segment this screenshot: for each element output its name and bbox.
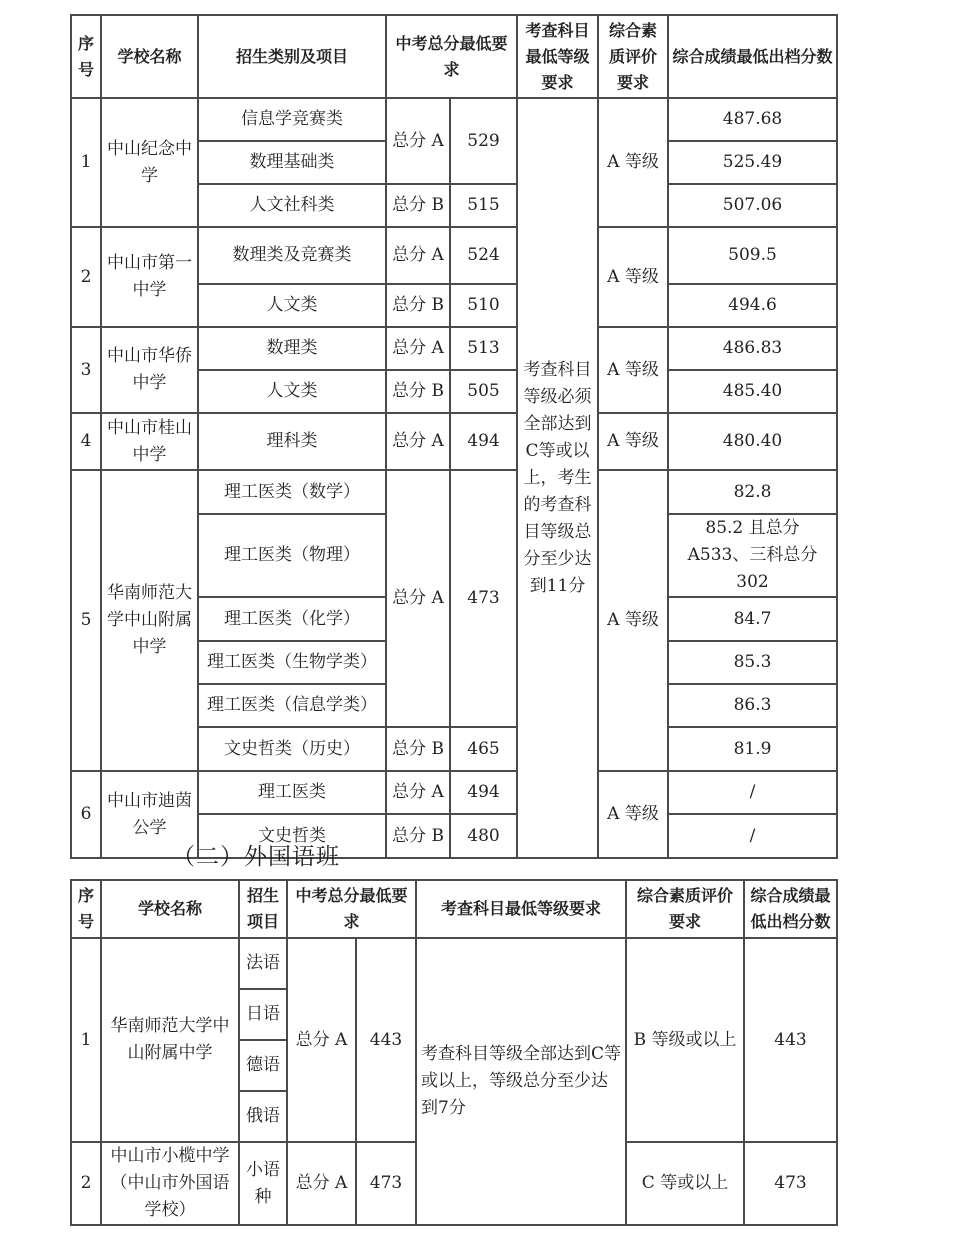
seq-cell: 5 — [71, 470, 101, 771]
category-cell: 理工医类（数学） — [198, 470, 386, 514]
quality-requirement-cell: A 等级 — [598, 470, 668, 771]
category-cell: 人文类 — [198, 370, 386, 413]
subject-requirement-cell: 考查科目等级全部达到C等或以上，等级总分至少达到7分 — [416, 938, 626, 1225]
min-score-cell: 494.6 — [668, 284, 837, 327]
header-category: 招生类别及项目 — [198, 15, 386, 98]
score-value-cell: 515 — [450, 184, 517, 227]
school-name-cell: 中山市桂山中学 — [101, 413, 198, 470]
seq-cell: 2 — [71, 227, 101, 327]
score-type-cell: 总分 A — [386, 227, 450, 284]
header-subject-requirement: 考查科目最低等级要求 — [517, 15, 598, 98]
seq-cell: 4 — [71, 413, 101, 470]
min-score-cell: 86.3 — [668, 684, 837, 727]
category-cell: 人文类 — [198, 284, 386, 327]
score-type-cell: 总分 B — [386, 184, 450, 227]
score-value-cell: 524 — [450, 227, 517, 284]
header-min-score: 综合成绩最低出档分数 — [668, 15, 837, 98]
score-value-cell: 443 — [356, 938, 416, 1142]
school-name-cell: 中山市迪茵公学 — [101, 771, 198, 858]
table-row — [71, 227, 837, 284]
category-cell: 人文社科类 — [198, 184, 386, 227]
header-school-name: 学校名称 — [101, 880, 239, 938]
score-type-cell: 总分 A — [386, 771, 450, 814]
min-score-cell: 509.5 — [668, 227, 837, 284]
header-quality-requirement: 综合素质评价要求 — [598, 15, 668, 98]
category-cell: 文史哲类 — [198, 814, 386, 858]
foreign-language-table — [70, 879, 838, 1226]
quality-requirement-cell: A 等级 — [598, 771, 668, 858]
score-value-cell: 529 — [450, 98, 517, 184]
subject-requirement-cell: 考查科目等级必须全部达到C等或以上，考生的考查科目等级总分至少达到11分 — [517, 98, 598, 858]
min-score-cell: 443 — [744, 938, 837, 1142]
score-type-cell: 总分 A — [386, 413, 450, 470]
school-name-cell: 中山市华侨中学 — [101, 327, 198, 413]
score-value-cell: 473 — [450, 470, 517, 727]
header-row — [71, 880, 837, 938]
school-name-cell: 华南师范大学中山附属中学 — [101, 938, 239, 1142]
quality-requirement-cell: A 等级 — [598, 413, 668, 470]
project-cell: 日语 — [239, 989, 287, 1040]
min-score-cell: 525.49 — [668, 141, 837, 184]
score-type-cell: 总分 A — [386, 327, 450, 370]
min-score-cell: 84.7 — [668, 597, 837, 641]
min-score-cell: 85.3 — [668, 641, 837, 684]
table-row — [71, 98, 837, 141]
seq-cell: 6 — [71, 771, 101, 858]
header-total-score: 中考总分最低要求 — [287, 880, 416, 938]
category-cell: 理工医类（化学） — [198, 597, 386, 641]
header-total-score: 中考总分最低要求 — [386, 15, 517, 98]
score-type-cell: 总分 B — [386, 284, 450, 327]
score-value-cell: 465 — [450, 727, 517, 771]
min-score-cell: / — [668, 771, 837, 814]
seq-cell: 1 — [71, 938, 101, 1142]
category-cell: 信息学竞赛类 — [198, 98, 386, 141]
score-type-cell: 总分 A — [386, 470, 450, 727]
min-score-cell: 486.83 — [668, 327, 837, 370]
category-cell: 理工医类 — [198, 771, 386, 814]
main-admission-table — [70, 14, 838, 859]
category-cell: 数理基础类 — [198, 141, 386, 184]
project-cell: 法语 — [239, 938, 287, 989]
header-subject-requirement: 考查科目最低等级要求 — [416, 880, 626, 938]
header-row — [71, 15, 837, 98]
table-row — [71, 938, 837, 989]
school-name-cell: 中山市小榄中学（中山市外国语学校） — [101, 1142, 239, 1225]
header-seq: 序号 — [71, 880, 101, 938]
score-value-cell: 494 — [450, 413, 517, 470]
score-type-cell: 总分 B — [386, 370, 450, 413]
min-score-cell: 85.2 且总分 A533、三科总分 302 — [668, 514, 837, 597]
table-row — [71, 413, 837, 470]
table-row — [71, 327, 837, 370]
category-cell: 理科类 — [198, 413, 386, 470]
min-score-cell: / — [668, 814, 837, 858]
header-seq: 序号 — [71, 15, 101, 98]
table-row — [71, 470, 837, 514]
score-value-cell: 473 — [356, 1142, 416, 1225]
category-cell: 理工医类（生物学类） — [198, 641, 386, 684]
seq-cell: 3 — [71, 327, 101, 413]
score-value-cell: 510 — [450, 284, 517, 327]
quality-requirement-cell: A 等级 — [598, 327, 668, 413]
project-cell: 德语 — [239, 1040, 287, 1091]
score-value-cell: 480 — [450, 814, 517, 858]
quality-requirement-cell: A 等级 — [598, 227, 668, 327]
table-row — [71, 771, 837, 814]
header-project: 招生项目 — [239, 880, 287, 938]
min-score-cell: 480.40 — [668, 413, 837, 470]
category-cell: 数理类 — [198, 327, 386, 370]
quality-requirement-cell: C 等或以上 — [626, 1142, 744, 1225]
min-score-cell: 487.68 — [668, 98, 837, 141]
score-value-cell: 513 — [450, 327, 517, 370]
quality-requirement-cell: A 等级 — [598, 98, 668, 227]
min-score-cell: 507.06 — [668, 184, 837, 227]
school-name-cell: 华南师范大学中山附属中学 — [101, 470, 198, 771]
header-quality-requirement: 综合素质评价要求 — [626, 880, 744, 938]
header-school-name: 学校名称 — [101, 15, 198, 98]
score-type-cell: 总分 A — [386, 98, 450, 184]
min-score-cell: 473 — [744, 1142, 837, 1225]
header-min-score: 综合成绩最低出档分数 — [744, 880, 837, 938]
school-name-cell: 中山纪念中学 — [101, 98, 198, 227]
score-type-cell: 总分 B — [386, 727, 450, 771]
score-value-cell: 505 — [450, 370, 517, 413]
seq-cell: 1 — [71, 98, 101, 227]
project-cell: 俄语 — [239, 1091, 287, 1142]
seq-cell: 2 — [71, 1142, 101, 1225]
min-score-cell: 485.40 — [668, 370, 837, 413]
section-title: （二）外国语班 — [172, 844, 340, 870]
score-type-cell: 总分 A — [287, 1142, 356, 1225]
category-cell: 数理类及竞赛类 — [198, 227, 386, 284]
quality-requirement-cell: B 等级或以上 — [626, 938, 744, 1142]
school-name-cell: 中山市第一中学 — [101, 227, 198, 327]
score-value-cell: 494 — [450, 771, 517, 814]
project-cell: 小语种 — [239, 1142, 287, 1225]
category-cell: 文史哲类（历史） — [198, 727, 386, 771]
min-score-cell: 81.9 — [668, 727, 837, 771]
score-type-cell: 总分 B — [386, 814, 450, 858]
category-cell: 理工医类（物理） — [198, 514, 386, 597]
min-score-cell: 82.8 — [668, 470, 837, 514]
category-cell: 理工医类（信息学类） — [198, 684, 386, 727]
score-type-cell: 总分 A — [287, 938, 356, 1142]
